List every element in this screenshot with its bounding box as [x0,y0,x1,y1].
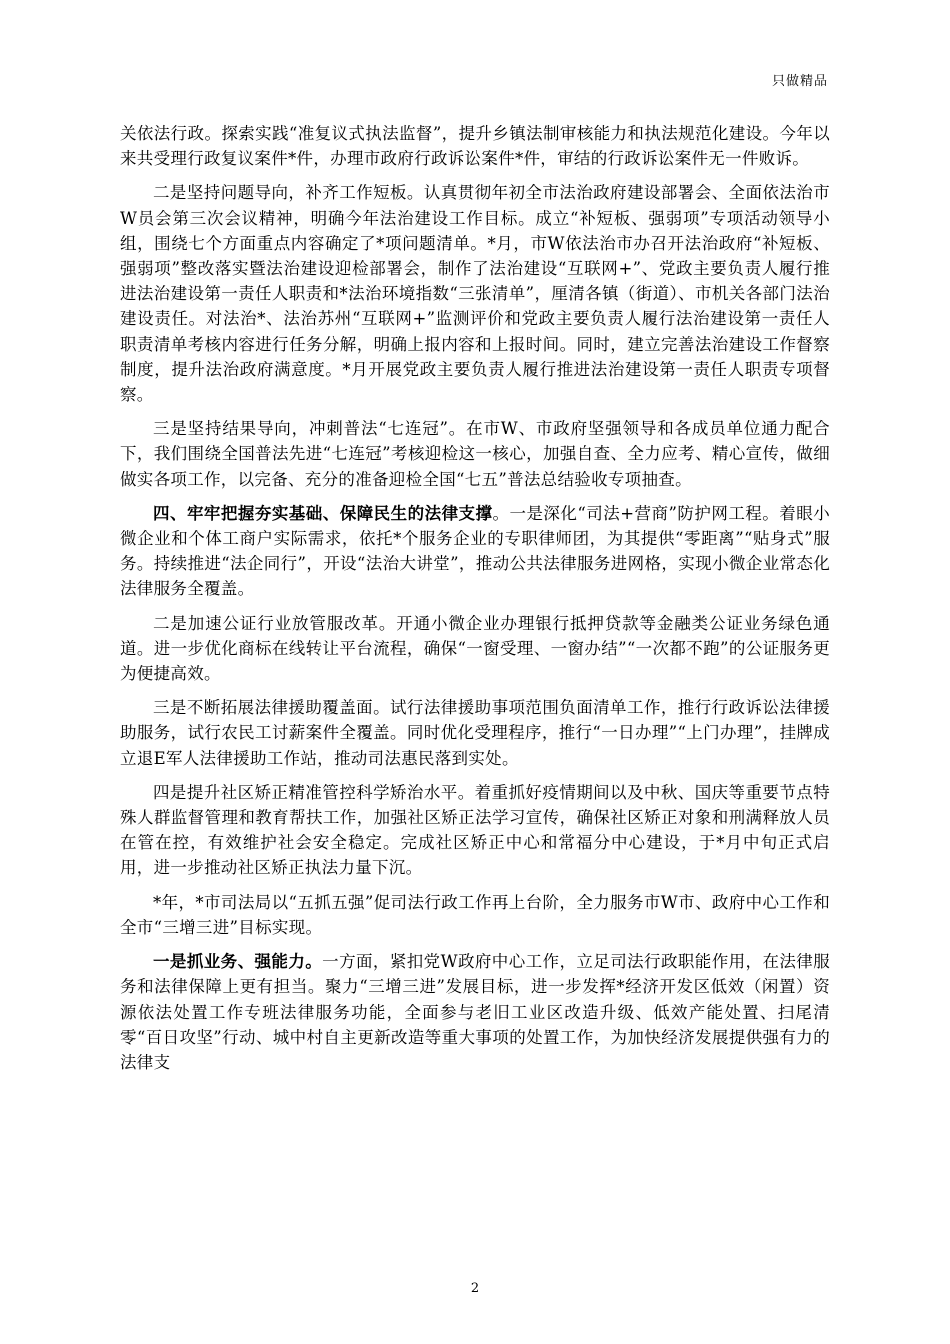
paragraph-continuation [120,121,830,171]
paragraph-text: 三是不断拓展法律援助覆盖面。试行法律援助事项范围负面清单工作，推行行政诉讼法律援助服务，试行农民工讨薪案件全覆盖。同时优化受理程序，推行“一日办理”“上门办理”，挂牌成立退E军人法律援助工作站，推动司法惠民落到实处。 [120,698,830,768]
paragraph-text: 关依法行政。探索实践“准复议式执法监督”，提升乡镇法制审核能力和执法规范化建设。今年以来共受理行政复议案件*件，办理市政府行政诉讼案件*件，审结的行政诉讼案件无一件败诉。 [120,124,830,169]
page-number: 2 [470,1281,480,1296]
page-header: 只做精品 [771,74,828,89]
paragraph-text: 四是提升社区矫正精准管控科学矫治水平。着重抓好疫情期间以及中秋、国庆等重要节点特殊人群监督管理和教育帮扶工作，加强社区矫正法学习宣传，确保社区矫正对象和刑满释放人员在管在控，有效维护社会安全稳定。完成社区矫正中心和常福分中心建设，于*月中旬正式启用，进一步推动社区矫正执法力量下沉。 [120,782,830,878]
section-heading: 一是抓业务、强能力。 [153,952,323,972]
paragraph-notary-reform [120,611,830,687]
paragraph-text: 。一是深化“司法+营商”防护网工程。着眼小微企业和个体工商户实际需求，依托*个服务企业的专职律师团，为其提供“零距离”“贴身式”服务。持续推进“法企同行”，开设“法治大讲堂”，推动公共法律服务进网格，实现小微企业常态化法律服务全覆盖。 [120,503,830,599]
paragraph-section-four [120,501,830,602]
paragraph-problem-oriented [120,180,830,407]
document-body [120,121,830,1084]
paragraph-text: 二是坚持问题导向，补齐工作短板。认真贯彻年初全市法治政府建设部署会、全面依法治市W员会第三次会议精神，明确今年法治建设工作目标。成立“补短板、强弱项”专项活动领导小组，围绕七个方面重点内容确定了*项问题清单。*月，市W依法治市办召开法治政府“补短板、强弱项”整改落实暨法治建设迎检部署会，制作了法治建设“互联网+”、党政主要负责人履行推进法治建设第一责任人职责和*法治环境指数“三张清单”，厘清各镇（街道）、市机关各部门法治建设责任。对法治*、法治苏州“互联网+”监测评价和党政主要负责人履行法治建设第一责任人职责清单考核内容进行任务分解，明确上报内容和上报时间。同时，建立完善法治建设工作督察制度，提升法治政府满意度。*月开展党政主要负责人履行推进法治建设第一责任人职责专项督察。 [120,183,830,405]
paragraph-text: 一方面，紧扣党W政府中心工作，立足司法行政职能作用，在法律服务和法律保障上更有担当。聚力“三增三进”发展目标，进一步发挥*经济开发区低效（闲置）资源依法处置工作专班法律服务功能，全面参与老旧工业区改造升级、低效产能处置、扫尾清零“百日攻坚”行动、城中村自主更新改造等重大事项的处置工作，为加快经济发展提供强有力的法律支 [120,952,831,1072]
paragraph-business-capability [120,949,830,1075]
paragraph-result-oriented [120,416,830,492]
paragraph-text: 三是坚持结果导向，冲刺普法“七连冠”。在市W、市政府坚强领导和各成员单位通力配合下，我们围绕全国普法先进“七连冠”考核迎检这一核心，加强自查、全力应考、精心宣传，做细做实各项工作，以完备、充分的准备迎检全国“七五”普法总结验收专项抽查。 [120,419,830,489]
paragraph-community-correction [120,780,830,881]
paragraph-text: *年，*市司法局以“五抓五强”促司法行政工作再上台阶，全力服务市W市、政府中心工作和全市“三增三进”目标实现。 [120,892,830,937]
paragraph-annual-plan [120,890,830,940]
paragraph-text: 二是加速公证行业放管服改革。开通小微企业办理银行抵押贷款等金融类公证业务绿色通道。进一步优化商标在线转让平台流程，确保“一窗受理、一窗办结”“一次都不跑”的公证服务更为便捷高效。 [120,613,830,684]
paragraph-legal-aid [120,695,830,771]
section-heading: 四、牢牢把握夯实基础、保障民生的法律支撑 [153,503,493,523]
